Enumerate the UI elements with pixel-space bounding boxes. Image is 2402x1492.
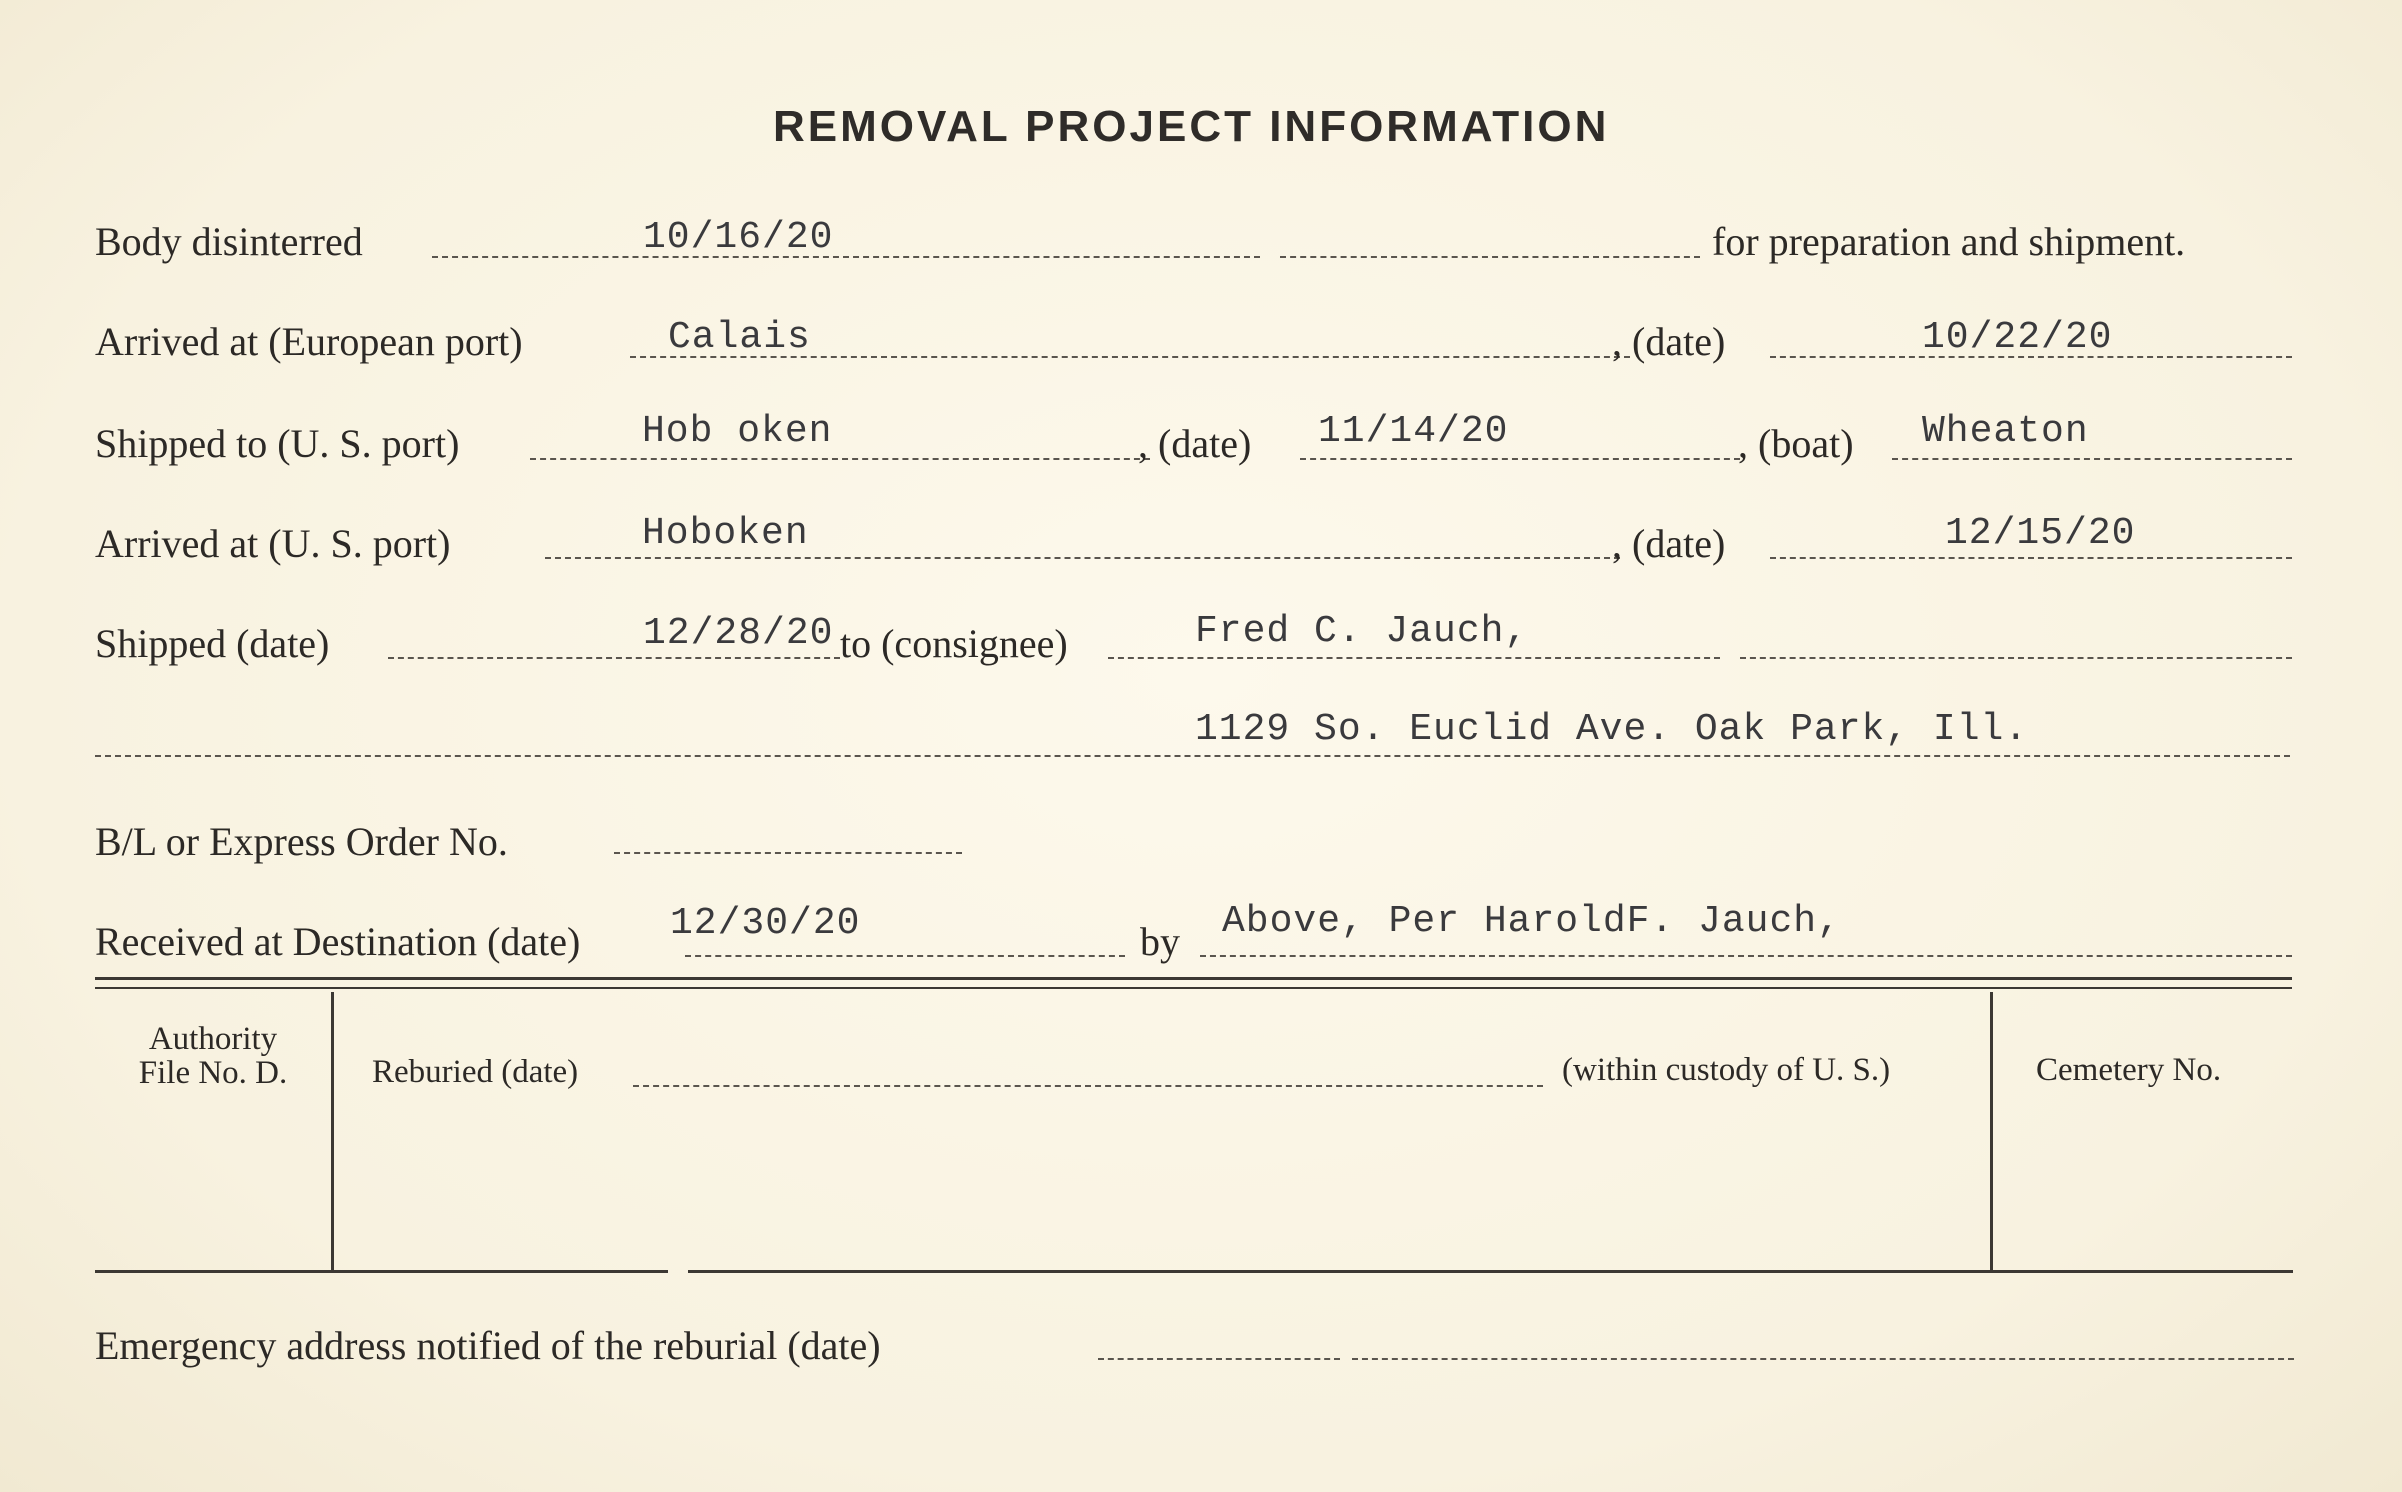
shipped-date-line <box>388 657 840 659</box>
received-by: Above, Per HaroldF. Jauch, <box>1222 900 1841 943</box>
arrived-us-port-line <box>545 557 1620 559</box>
authority-line2: File No. D. <box>138 1055 288 1091</box>
shipped-date: 12/28/20 <box>643 612 834 655</box>
arrived-us-label: Arrived at (U. S. port) <box>95 521 451 566</box>
arrived-us-date-label: , (date) <box>1612 521 1726 566</box>
arrived-european-date: 10/22/20 <box>1922 316 2113 359</box>
authority-divider <box>331 992 334 1270</box>
arrived-us-date-line <box>1770 557 2292 559</box>
arrived-european-label: Arrived at (European port) <box>95 319 523 364</box>
body-disinterred-line-2 <box>1280 256 1700 258</box>
cemetery-label: Cemetery No. <box>2036 1052 2222 1088</box>
consignee-label: to (consignee) <box>840 621 1068 666</box>
shipped-us-boat: Wheaton <box>1922 410 2089 453</box>
body-disinterred-date: 10/16/20 <box>643 216 834 259</box>
bl-order-line <box>614 852 962 854</box>
shipped-us-port-line <box>530 458 1150 460</box>
reburied-line <box>633 1085 1543 1087</box>
shipped-label: Shipped (date) <box>95 621 330 666</box>
shipped-us-boat-line <box>1892 458 2292 460</box>
consignee-line <box>1108 657 1720 659</box>
shipped-us-port: Hob oken <box>642 410 833 453</box>
table-bottom-rule-left <box>95 1270 668 1273</box>
authority-line1: Authority <box>148 1021 278 1057</box>
shipped-us-boat-label: , (boat) <box>1738 421 1854 466</box>
received-by-line <box>1200 955 2292 957</box>
address-line <box>95 755 2290 757</box>
emergency-line <box>1098 1358 1340 1360</box>
shipped-us-date: 11/14/20 <box>1318 410 1509 453</box>
received-by-label: by <box>1140 919 1180 964</box>
emergency-line-2 <box>1352 1358 2294 1360</box>
table-top-rule <box>95 977 2292 980</box>
table-bottom-rule-right <box>688 1270 2293 1273</box>
consignee-name: Fred C. Jauch, <box>1195 610 1529 653</box>
body-disinterred-suffix: for preparation and shipment. <box>1712 219 2186 264</box>
custody-label: (within custody of U. S.) <box>1562 1052 1891 1088</box>
emergency-label: Emergency address notified of the reburial (date) <box>95 1323 881 1368</box>
shipped-us-date-line <box>1300 458 1740 460</box>
arrived-us-date: 12/15/20 <box>1945 512 2136 555</box>
page-title: REMOVAL PROJECT INFORMATION <box>773 102 1610 151</box>
table-top-rule-2 <box>95 987 2292 989</box>
bl-order-label: B/L or Express Order No. <box>95 819 508 864</box>
authority-cell <box>95 1022 331 1090</box>
arrived-european-port: Calais <box>668 316 811 359</box>
received-date: 12/30/20 <box>670 902 861 945</box>
arrived-european-date-label: , (date) <box>1612 319 1726 364</box>
consignee-address: 1129 So. Euclid Ave. Oak Park, Ill. <box>1195 708 2029 751</box>
shipped-us-date-label: , (date) <box>1138 421 1252 466</box>
received-date-line <box>685 955 1125 957</box>
arrived-us-port: Hoboken <box>642 512 809 555</box>
received-label: Received at Destination (date) <box>95 919 581 964</box>
shipped-us-label: Shipped to (U. S. port) <box>95 421 460 466</box>
consignee-line-2 <box>1740 657 2292 659</box>
cemetery-divider <box>1990 992 1993 1270</box>
reburied-label: Reburied (date) <box>372 1054 579 1090</box>
body-disinterred-line <box>432 256 1260 258</box>
body-disinterred-label: Body disinterred <box>95 219 363 264</box>
